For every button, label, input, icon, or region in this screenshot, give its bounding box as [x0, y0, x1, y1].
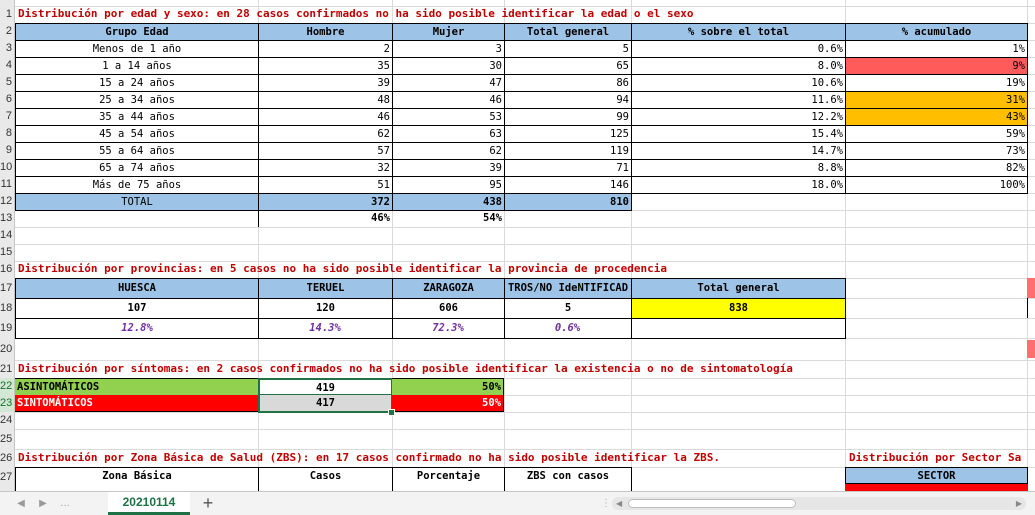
nav-first-icon[interactable]: ◀ — [17, 498, 25, 509]
age-pct-mujer[interactable]: 54% — [483, 212, 502, 224]
age-pct-cell[interactable]: 12.2% — [631, 108, 846, 126]
age-mujer-cell[interactable]: 30 — [392, 57, 505, 75]
prov-pct-otros[interactable]: 0.6% — [504, 318, 632, 339]
scrollbar-thumb[interactable] — [628, 499, 796, 508]
age-acum-cell[interactable]: 82% — [845, 159, 1028, 177]
age-total-cell[interactable]: 5 — [504, 40, 632, 58]
sector-header: SECTOR — [845, 467, 1028, 484]
row-header-9[interactable]: 9 — [0, 142, 15, 159]
scroll-left-icon[interactable]: ◀ — [616, 499, 623, 508]
prov-value-otros[interactable]: 5 — [504, 298, 632, 319]
prov-pct-huesca[interactable]: 12.8% — [15, 318, 259, 339]
age-header-hombre: Hombre — [258, 23, 393, 41]
age-grupo-cell[interactable]: 45 a 54 años — [15, 125, 259, 143]
row-header-22[interactable]: 22 — [0, 378, 15, 395]
row-header-17[interactable]: 17 — [0, 278, 15, 298]
horizontal-scrollbar[interactable] — [612, 497, 1026, 510]
row-header-top — [0, 0, 15, 6]
prov-pct-total-empty[interactable] — [631, 318, 846, 339]
age-total-label[interactable]: TOTAL — [15, 193, 259, 211]
age-grupo-cell[interactable]: 55 a 64 años — [15, 142, 259, 160]
age-hombre-cell[interactable]: 62 — [258, 125, 393, 143]
prov-header-total: Total general — [631, 278, 846, 299]
sint-casos-asint[interactable]: 419 — [258, 378, 393, 396]
age-pct-spacer — [15, 210, 259, 227]
age-pct-cell[interactable]: 15.4% — [631, 125, 846, 143]
sint-casos-sint[interactable]: 417 — [258, 395, 393, 413]
age-pct-cell[interactable]: 8.8% — [631, 159, 846, 177]
age-hombre-cell[interactable]: 51 — [258, 176, 393, 194]
sint-pct-asint[interactable]: 50% — [392, 378, 504, 395]
age-acum-cell[interactable]: 100% — [845, 176, 1028, 194]
prov-header-otros: TROS/NO IdeNTIFICAD — [504, 278, 632, 299]
row-header-24[interactable]: 24 — [0, 412, 15, 429]
age-acum-cell[interactable]: 19% — [845, 74, 1028, 92]
age-pct-cell[interactable]: 10.6% — [631, 74, 846, 92]
age-total-cell[interactable]: 125 — [504, 125, 632, 143]
age-header-grupo: Grupo Edad — [15, 23, 259, 41]
nav-more-icon[interactable]: … — [60, 498, 70, 509]
age-pct-cell[interactable]: 11.6% — [631, 91, 846, 109]
row-header-12[interactable]: 12 — [0, 193, 15, 210]
age-header-total: Total general — [504, 23, 632, 41]
age-mujer-cell[interactable]: 46 — [392, 91, 505, 109]
age-acum-cell[interactable]: 73% — [845, 142, 1028, 160]
selection-handle[interactable] — [388, 409, 395, 416]
age-header-acum: % acumulado — [845, 23, 1028, 41]
gridline — [15, 429, 1035, 430]
prov-value-zaragoza[interactable]: 606 — [392, 298, 505, 319]
offscreen-bordered-block — [1027, 298, 1035, 318]
age-pct-cell[interactable]: 0.6% — [631, 40, 846, 58]
row-header-7[interactable]: 7 — [0, 108, 15, 125]
row-header-14[interactable]: 14 — [0, 227, 15, 244]
row-header-19[interactable]: 19 — [0, 318, 15, 338]
sint-pct-sint[interactable]: 50% — [392, 395, 504, 412]
gridline — [15, 244, 1035, 245]
row-header-13[interactable]: 13 — [0, 210, 15, 227]
sint-section-title: Distribución por síntomas: en 2 casos confirmados no ha sido posible identificar la existencia o no de sintomatología — [18, 362, 793, 375]
zbs-section-title: Distribución por Zona Básica de Salud (ZBS): en 17 casos confirmado no ha sido posible identificar la ZBS. — [18, 451, 720, 464]
row-header-10[interactable]: 10 — [0, 159, 15, 176]
age-hombre-cell[interactable]: 39 — [258, 74, 393, 92]
row-header-11[interactable]: 11 — [0, 176, 15, 193]
offscreen-red-block — [1027, 278, 1035, 298]
row-header-27[interactable]: 27 — [0, 467, 15, 491]
prov-header-teruel: TERUEL — [258, 278, 393, 299]
prov-pct-teruel[interactable]: 14.3% — [258, 318, 393, 339]
row-header-15[interactable]: 15 — [0, 244, 15, 261]
sheet-tab-20210114[interactable]: 20210114 — [108, 492, 190, 515]
row-header-8[interactable]: 8 — [0, 125, 15, 142]
age-header-mujer: Mujer — [392, 23, 505, 41]
age-total-mujer[interactable]: 438 — [392, 193, 505, 211]
gridline — [15, 227, 1035, 228]
gridline — [15, 412, 1035, 413]
row-header-25[interactable]: 25 — [0, 429, 15, 449]
age-mujer-cell[interactable]: 3 — [392, 40, 505, 58]
zbs-header-zona: Zona Básica — [15, 467, 259, 491]
age-total-hombre[interactable]: 372 — [258, 193, 393, 211]
age-acum-cell[interactable]: 59% — [845, 125, 1028, 143]
prov-header-zaragoza: ZARAGOZA — [392, 278, 505, 299]
add-sheet-icon[interactable]: + — [202, 493, 214, 513]
age-pct-cell[interactable]: 18.0% — [631, 176, 846, 194]
zbs-header-casos: Casos — [258, 467, 393, 491]
row-header-2[interactable]: 2 — [0, 23, 15, 40]
prov-value-teruel[interactable]: 120 — [258, 298, 393, 319]
age-section-title: Distribución por edad y sexo: en 28 casos confirmados no ha sido posible identificar la edad o el sexo — [18, 7, 694, 20]
age-grupo-cell[interactable]: Más de 75 años — [15, 176, 259, 194]
age-hombre-cell[interactable]: 32 — [258, 159, 393, 177]
age-hombre-cell[interactable]: 57 — [258, 142, 393, 160]
zbs-header-con-casos: ZBS con casos — [504, 467, 632, 491]
age-mujer-cell[interactable]: 63 — [392, 125, 505, 143]
row-header-26[interactable]: 26 — [0, 449, 15, 467]
row-header-20[interactable]: 20 — [0, 338, 15, 360]
age-total-total[interactable]: 810 — [504, 193, 632, 211]
nav-prev-icon[interactable]: ▶ — [39, 498, 47, 509]
sector-red-band — [845, 484, 1028, 491]
age-total-cell[interactable]: 119 — [504, 142, 632, 160]
age-mujer-cell[interactable]: 39 — [392, 159, 505, 177]
row-header-23[interactable]: 23 — [0, 395, 15, 412]
age-total-cell[interactable]: 65 — [504, 57, 632, 75]
age-pct-cell[interactable]: 8.0% — [631, 57, 846, 75]
age-grupo-cell[interactable]: 25 a 34 años — [15, 91, 259, 109]
sint-label-asint[interactable]: ASINTOMÁTICOS — [15, 378, 259, 395]
age-hombre-cell[interactable]: 46 — [258, 108, 393, 126]
age-total-cell[interactable]: 71 — [504, 159, 632, 177]
sheet-tab-bar — [0, 491, 1035, 515]
age-total-cell[interactable]: 99 — [504, 108, 632, 126]
prov-value-total[interactable]: 838 — [631, 298, 846, 319]
age-acum-cell[interactable]: 43% — [845, 108, 1028, 126]
row-header-4[interactable]: 4 — [0, 57, 15, 74]
sint-label-sint[interactable]: SINTOMÁTICOS — [15, 395, 259, 412]
row-header-3[interactable]: 3 — [0, 40, 15, 57]
prov-pct-zaragoza[interactable]: 72.3% — [392, 318, 505, 339]
age-acum-cell[interactable]: 9% — [845, 57, 1028, 75]
sector-section-title: Distribución por Sector Sa — [849, 451, 1022, 464]
age-grupo-cell[interactable]: 1 a 14 años — [15, 57, 259, 75]
age-hombre-cell[interactable]: 48 — [258, 91, 393, 109]
age-acum-cell[interactable]: 1% — [845, 40, 1028, 58]
offscreen-red-block-2 — [1027, 340, 1035, 358]
age-mujer-cell[interactable]: 95 — [392, 176, 505, 194]
age-header-pct: % sobre el total — [631, 23, 846, 41]
age-grupo-cell[interactable]: Menos de 1 año — [15, 40, 259, 58]
age-pct-cell[interactable]: 14.7% — [631, 142, 846, 160]
age-grupo-cell[interactable]: 15 a 24 años — [15, 74, 259, 92]
zbs-header-porcentaje: Porcentaje — [392, 467, 505, 491]
age-acum-cell[interactable]: 31% — [845, 91, 1028, 109]
age-hombre-cell[interactable]: 2 — [258, 40, 393, 58]
age-pct-hombre[interactable]: 46% — [371, 212, 390, 224]
row-header-1[interactable]: 1 — [0, 6, 15, 23]
row-header-6[interactable]: 6 — [0, 91, 15, 108]
row-header-16[interactable]: 16 — [0, 261, 15, 278]
prov-header-huesca: HUESCA — [15, 278, 259, 299]
age-hombre-cell[interactable]: 35 — [258, 57, 393, 75]
prov-section-title: Distribución por provincias: en 5 casos no ha sido posible identificar la provincia de procedencia — [18, 262, 668, 275]
prov-value-huesca[interactable]: 107 — [15, 298, 259, 319]
age-grupo-cell[interactable]: 35 a 44 años — [15, 108, 259, 126]
scroll-right-icon[interactable]: ▶ — [1015, 499, 1022, 508]
row-header-18[interactable]: 18 — [0, 298, 15, 318]
row-header-21[interactable]: 21 — [0, 360, 15, 378]
age-mujer-cell[interactable]: 62 — [392, 142, 505, 160]
age-grupo-cell[interactable]: 65 a 74 años — [15, 159, 259, 177]
age-total-cell[interactable]: 146 — [504, 176, 632, 194]
age-total-cell[interactable]: 94 — [504, 91, 632, 109]
row-header-5[interactable]: 5 — [0, 74, 15, 91]
age-total-cell[interactable]: 86 — [504, 74, 632, 92]
age-mujer-cell[interactable]: 53 — [392, 108, 505, 126]
tab-split-handle[interactable]: ⋮ — [601, 498, 611, 509]
age-mujer-cell[interactable]: 47 — [392, 74, 505, 92]
